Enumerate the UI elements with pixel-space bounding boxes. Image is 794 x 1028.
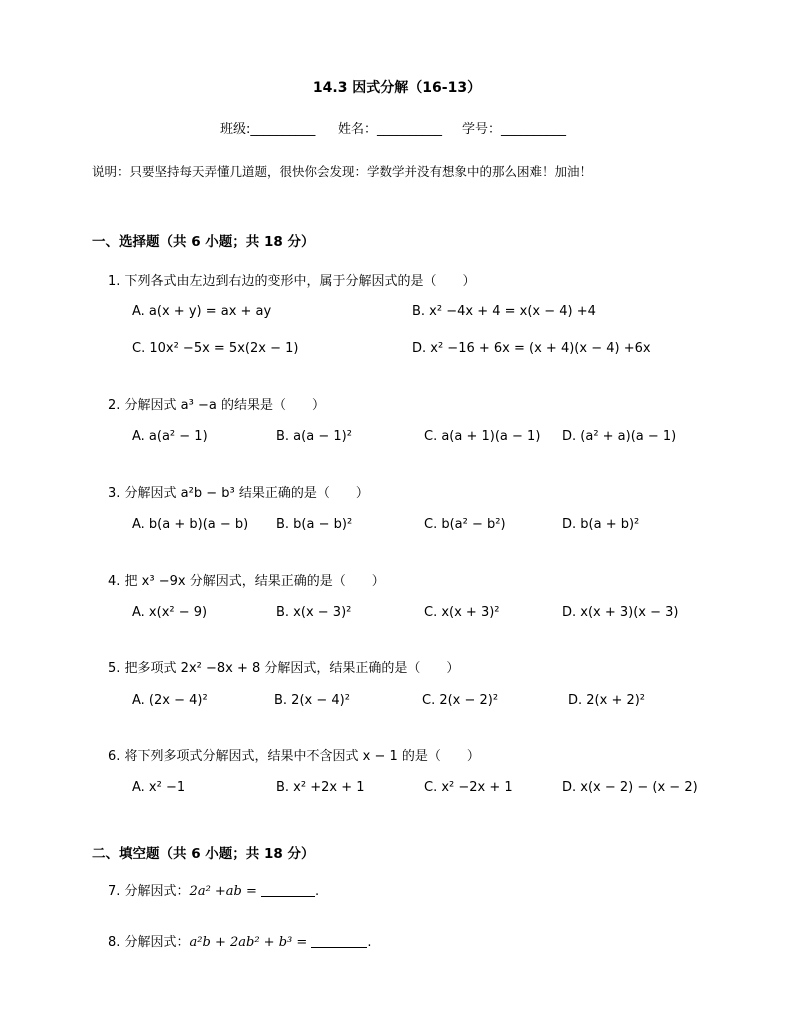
name-blank: __________ — [377, 122, 443, 137]
question-3-stem: 3. 分解因式 a²b − b³ 结果正确的是（ ） — [108, 486, 369, 501]
q1-option-c: C. 10x² −5x = 5x(2x − 1) — [132, 341, 299, 356]
q5-option-c: C. 2(x − 2)² — [422, 693, 499, 708]
number-field — [462, 118, 566, 137]
question-4-stem: 4. 把 x³ −9x 分解因式，结果正确的是（ ） — [108, 574, 385, 589]
q4-option-a: A. x(x² − 9) — [132, 605, 208, 620]
class-blank: __________ — [250, 122, 316, 137]
name-label: 姓名： — [338, 122, 378, 137]
q6-option-c: C. x² −2x + 1 — [424, 780, 513, 795]
q7-answer-blank[interactable] — [261, 896, 315, 897]
q5-option-b: B. 2(x − 4)² — [274, 693, 350, 708]
q3-option-d: D. b(a + b)² — [562, 517, 640, 532]
q4-option-d: D. x(x + 3)(x − 3) — [562, 605, 679, 620]
number-blank: __________ — [501, 122, 567, 137]
q3-option-c: C. b(a² − b²) — [424, 517, 506, 532]
question-6-stem: 6. 将下列多项式分解因式，结果中不含因式 x − 1 的是（ ） — [108, 749, 480, 764]
q1-option-b: B. x² −4x + 4 = x(x − 4) +4 — [412, 304, 596, 319]
number-label: 学号： — [462, 122, 502, 137]
q3-option-b: B. b(a − b)² — [276, 517, 353, 532]
q6-option-a: A. x² −1 — [132, 780, 186, 795]
q2-option-c: C. a(a + 1)(a − 1) — [424, 429, 541, 444]
instruction-note: 说明：只要坚持每天弄懂几道题，很快你会发现：学数学并没有想象中的那么困难！加油！ — [92, 164, 593, 179]
section-heading-choice: 一、选择题（共 6 小题；共 18 分） — [92, 234, 315, 250]
q4-option-b: B. x(x − 3)² — [276, 605, 352, 620]
question-8 — [108, 931, 372, 950]
q8-suffix: . — [367, 935, 372, 950]
q6-option-d: D. x(x − 2) − (x − 2) — [562, 780, 698, 795]
q1-option-a: A. a(x + y) = ax + ay — [132, 304, 272, 319]
q8-answer-blank[interactable] — [311, 947, 367, 948]
class-field — [220, 118, 315, 137]
q1-option-d: D. x² −16 + 6x = (x + 4)(x − 4) +6x — [412, 341, 651, 356]
q2-option-d: D. (a² + a)(a − 1) — [562, 429, 677, 444]
q3-option-a: A. b(a + b)(a − b) — [132, 517, 249, 532]
q5-option-a: A. (2x − 4)² — [132, 693, 208, 708]
question-5-stem: 5. 把多项式 2x² −8x + 8 分解因式，结果正确的是（ ） — [108, 661, 460, 676]
question-2-stem: 2. 分解因式 a³ −a 的结果是（ ） — [108, 398, 325, 413]
q4-option-c: C. x(x + 3)² — [424, 605, 500, 620]
q2-option-b: B. a(a − 1)² — [276, 429, 352, 444]
name-field — [338, 118, 442, 137]
q2-option-a: A. a(a² − 1) — [132, 429, 208, 444]
class-label: 班级: — [220, 122, 251, 137]
q7-prefix: 7. 分解因式： — [108, 884, 190, 899]
section-heading-fill: 二、填空题（共 6 小题；共 18 分） — [92, 846, 315, 862]
q7-suffix: . — [315, 884, 320, 899]
q7-expression: 2a² +ab = — [189, 884, 262, 899]
question-7 — [108, 880, 319, 899]
question-1-stem: 1. 下列各式由左边到右边的变形中，属于分解因式的是（ ） — [108, 274, 476, 289]
q6-option-b: B. x² +2x + 1 — [276, 780, 365, 795]
q5-option-d: D. 2(x + 2)² — [568, 693, 646, 708]
page-title: 14.3 因式分解（16-13） — [312, 80, 482, 96]
q8-expression: a²b + 2ab² + b³ = — [189, 935, 312, 950]
q8-prefix: 8. 分解因式： — [108, 935, 190, 950]
